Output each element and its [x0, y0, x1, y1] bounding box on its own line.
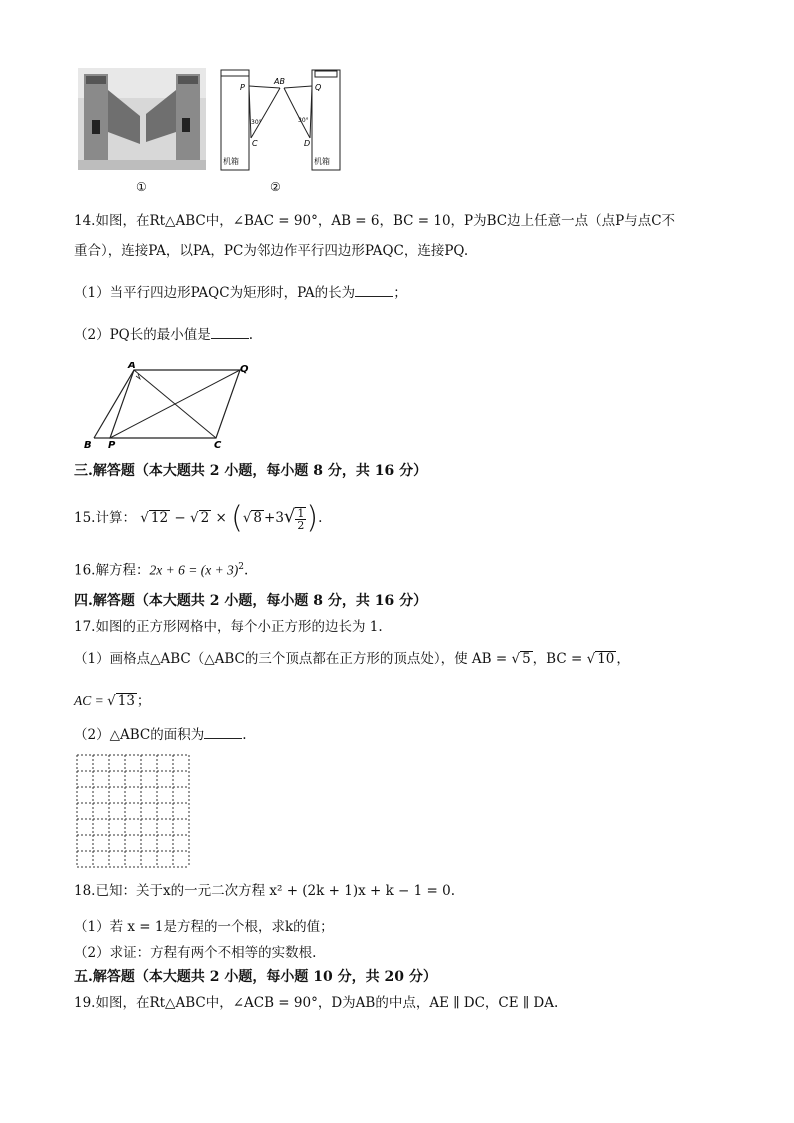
q14-figure — [80, 362, 260, 452]
q15-end: . — [318, 510, 323, 526]
q16-exponent: 2 — [238, 562, 245, 572]
section-5-title: 五.解答题（本大题共 2 小题，每小题 10 分，共 20 分） — [74, 969, 437, 985]
q15-radicand-3: 8 — [253, 510, 263, 526]
q15-radicand-2: 2 — [200, 510, 210, 526]
q15-prefix: 15.计算： — [74, 510, 136, 526]
answer-blank — [211, 326, 249, 339]
q15-plus: +3 — [264, 510, 284, 526]
q14-sub2 — [74, 326, 253, 344]
figure-label-2: ② — [270, 180, 281, 194]
q17-sub1-comma: ， — [616, 651, 630, 667]
q17-line1: 17.如图的正方形网格中，每个小正方形的边长为 1. — [74, 619, 383, 635]
q17-sub2-text: （2）△ABC的面积为 — [74, 727, 205, 743]
q18-sub1: （1）若 x = 1是方程的一个根，求k的值； — [74, 919, 334, 935]
label-angle-right: 30° — [298, 117, 309, 124]
section-3-title: 三.解答题（本大题共 2 小题，每小题 8 分，共 16 分） — [74, 463, 428, 479]
q17-grid — [76, 754, 190, 868]
figure-label-1: ① — [136, 180, 147, 194]
label-box-left: 机箱 — [223, 157, 239, 166]
label-box-right: 机箱 — [314, 157, 330, 166]
q14-sub1-text: （1）当平行四边形PAQC为矩形时，PA的长为 — [74, 285, 356, 301]
label-angle-left: 30° — [251, 119, 262, 126]
q14-sub1 — [74, 284, 407, 302]
answer-blank — [204, 726, 242, 739]
q17-sub1-bc: ，BC = — [532, 651, 587, 667]
q16-rhs: (x + 3) — [200, 562, 239, 578]
label-B: B — [84, 440, 92, 451]
q15-numerator: 1 — [297, 506, 305, 520]
label-P: P — [108, 440, 116, 451]
q16 — [74, 558, 248, 580]
q14-line1: 14.如图，在Rt△ABC中，∠BAC = 90°，AB = 6，BC = 10，P为BC边上任意一点（点P与点C不 — [74, 213, 676, 229]
q17-sub1-end: ； — [136, 693, 151, 709]
q17-root-bc: 10 — [597, 651, 615, 667]
turnstile-diagram — [218, 66, 346, 174]
q15-denominator: 2 — [297, 518, 305, 532]
label-C: C — [252, 139, 258, 148]
q15: 15.计算： √ 12 − √ 2 × (√ 8 +3√ $\frac{1}{2}$ ). — [74, 500, 323, 536]
label-C: C — [214, 440, 222, 451]
q17-root-ac: 13 — [117, 693, 135, 709]
label-D: D — [304, 139, 311, 148]
label-P: P — [240, 83, 245, 92]
q17-sub2-suffix: . — [242, 727, 247, 743]
q16-prefix: 16.解方程： — [74, 562, 150, 579]
q18-line1: 18.已知：关于x的一元二次方程 x² + (2k + 1)x + k − 1 = 0. — [74, 883, 456, 899]
q17-sub1: （1）画格点△ABC（△ABC的三个顶点都在正方形的顶点处），使 AB = √ 5 ，BC = √ 10 ， — [74, 651, 630, 667]
turnstile-photo — [78, 68, 206, 170]
label-A: A — [128, 362, 136, 371]
q14-line2: 重合），连接PA，以PA，PC为邻边作平行四边形PAQC，连接PQ. — [74, 243, 469, 259]
q17-sub1-cont: AC = √ 13 ； — [74, 693, 151, 709]
q14-sub1-suffix: ； — [393, 285, 407, 301]
q15-radicand-1: 12 — [150, 510, 169, 526]
label-Q: Q — [315, 83, 322, 92]
q17-root-ab: 5 — [522, 651, 531, 667]
q15-minus: − — [174, 510, 186, 526]
q16-lhs: 2x + 6 = — [149, 562, 201, 578]
q14-sub2-suffix: . — [248, 327, 254, 343]
q16-end: . — [244, 562, 249, 579]
q17-sub2 — [74, 726, 247, 744]
section-4-title: 四.解答题（本大题共 2 小题，每小题 8 分，共 16 分） — [74, 593, 428, 609]
q17-ac: AC = — [74, 693, 108, 708]
q15-times: × — [215, 510, 227, 526]
answer-blank — [355, 284, 393, 297]
q17-sub1-text: （1）画格点△ABC（△ABC的三个顶点都在正方形的顶点处），使 AB = — [74, 651, 512, 667]
q18-sub2: （2）求证：方程有两个不相等的实数根. — [74, 945, 317, 961]
q15-fraction — [295, 507, 306, 531]
q19-line1: 19.如图，在Rt△ABC中，∠ACB = 90°，D为AB的中点，AE ∥ DC，CE ∥ DA. — [74, 995, 559, 1011]
label-Q: Q — [240, 364, 249, 375]
label-AB: AB — [274, 77, 285, 86]
q14-sub2-text: （2）PQ长的最小值是 — [74, 327, 211, 343]
